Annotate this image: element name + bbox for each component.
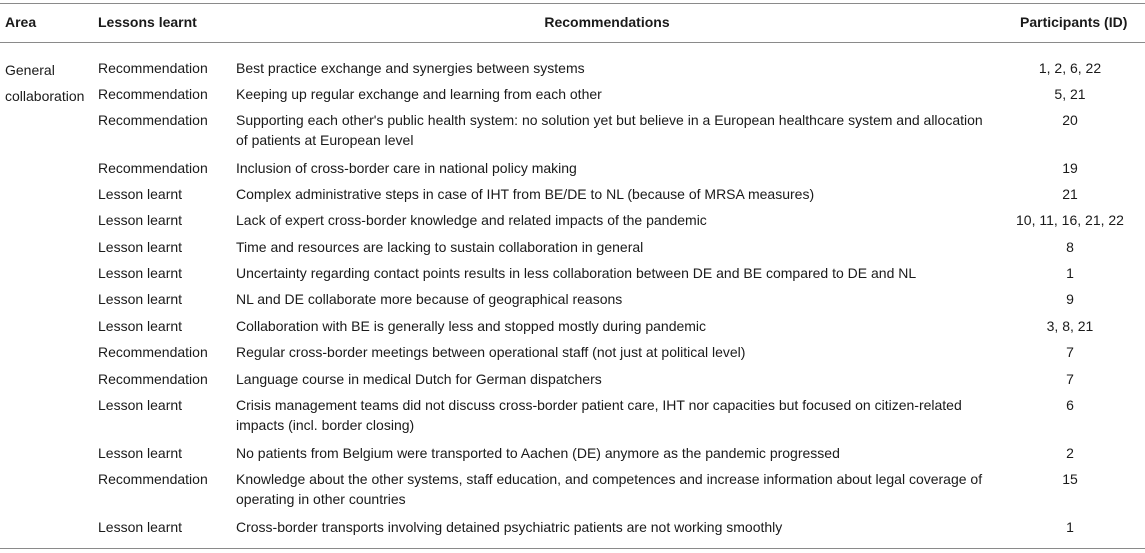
row-ids: 15 [1062,471,1078,487]
row-text: Collaboration with BE is generally less and stopped mostly during pandemic [236,318,707,334]
row-text: Regular cross-border meetings between operational staff (not just at political level) [236,344,746,360]
header-rule [0,42,1145,43]
row-type: Recommendation [98,371,208,387]
row-ids: 21 [1062,186,1078,202]
row-ids: 7 [1066,371,1074,387]
row-type: Lesson learnt [98,265,183,281]
row-text: Language course in medical Dutch for German dispatchers [236,371,602,387]
row-type: Recommendation [98,86,208,102]
row-ids: 20 [1062,112,1078,128]
row-text: Crisis management teams did not discuss cross-border patient care, IHT nor capacities but focused on citizen-related impacts (incl. border closing) [236,397,962,433]
row-text: Complex administrative steps in case of IHT from BE/DE to NL (because of MRSA measures) [236,186,815,202]
header-recommendations: Recommendations [544,14,670,30]
row-ids: 3, 8, 21 [1046,318,1094,334]
row-text: No patients from Belgium were transported to Aachen (DE) anymore as the pandemic progressed [236,445,840,461]
row-type: Recommendation [98,344,208,360]
header-lessons-learnt: Lessons learnt [98,14,197,30]
row-type: Recommendation [98,112,208,128]
row-ids: 1, 2, 6, 22 [1038,60,1102,76]
row-ids: 2 [1066,445,1074,461]
row-ids: 1 [1066,265,1074,281]
row-type: Lesson learnt [98,291,183,307]
row-type: Lesson learnt [98,212,183,228]
area-label-line2: collaboration [5,88,85,104]
row-ids: 19 [1062,160,1078,176]
row-type: Lesson learnt [98,445,183,461]
row-text: Keeping up regular exchange and learning from each other [236,86,602,102]
row-text: NL and DE collaborate more because of geographical reasons [236,291,623,307]
row-ids: 7 [1066,344,1074,360]
area-label-line1: General [5,62,55,78]
row-type: Lesson learnt [98,318,183,334]
area-cell [5,57,97,109]
table-top-rule [0,3,1145,4]
header-participants: Participants (ID) [1020,14,1128,30]
row-text: Uncertainty regarding contact points results in less collaboration between DE and BE compared to DE and NL [236,265,917,281]
row-type: Lesson learnt [98,239,183,255]
row-text: Supporting each other's public health system: no solution yet but believe in a European healthcare system and allocation of patients at European level [236,112,983,148]
row-text: Time and resources are lacking to sustain collaboration in general [236,239,644,255]
row-ids: 5, 21 [1054,86,1086,102]
row-type: Lesson learnt [98,519,183,535]
row-text: Best practice exchange and synergies between systems [236,60,585,76]
row-ids: 10, 11, 16, 21, 22 [1016,212,1124,228]
row-ids: 9 [1066,291,1074,307]
row-type: Recommendation [98,160,208,176]
header-area: Area [5,14,37,30]
row-text: Inclusion of cross-border care in national policy making [236,160,577,176]
row-text: Knowledge about the other systems, staff education, and competences and increase information about legal coverage of operating in other countries [236,471,983,507]
row-ids: 6 [1066,397,1074,413]
row-text: Lack of expert cross-border knowledge and related impacts of the pandemic [236,212,707,228]
row-type: Lesson learnt [98,397,183,413]
row-text: Cross-border transports involving detained psychiatric patients are not working smoothly [236,519,783,535]
row-ids: 1 [1066,519,1074,535]
row-ids: 8 [1066,239,1074,255]
row-type: Lesson learnt [98,186,183,202]
row-type: Recommendation [98,60,208,76]
row-type: Recommendation [98,471,208,487]
table-bottom-rule [0,548,1145,549]
